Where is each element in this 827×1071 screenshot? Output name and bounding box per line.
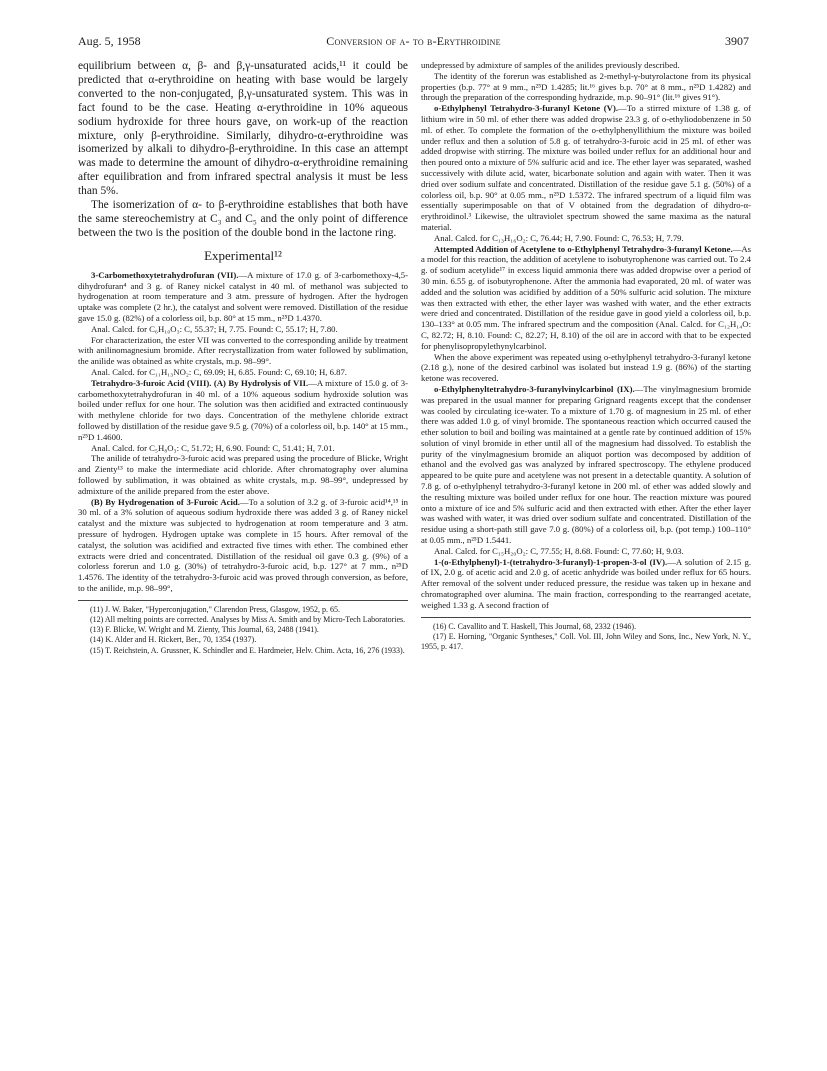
procedure-vii-text: —A mixture of 17.0 g. of 3-carbomethoxy-4,5-dihydrofuran⁴ and 3 g. of Raney nickel catalyst in 40 ml. of methanol was subjected to hydrogenation at room temperature and 3 atm. pressure of hydrogen. After the hydrogen uptake was complete (2 hr.), the catalyst and solvent were removed. Distillation of the residue gave 15.0 g. (82%) of a colorless oil, b.p. 80° at 15 mm., n²⁵D 1.4370. bbox=[78, 269, 409, 323]
procedure-viii-a bbox=[78, 378, 408, 443]
page-number: 3907 bbox=[725, 34, 749, 48]
procedure-ix bbox=[421, 384, 751, 546]
forerun-paragraph: The identity of the forerun was established as 2-methyl-γ-butyrolactone from its physical properties (b.p. 77° at 9 mm., n²⁵D 1.4285; lit.¹⁶ gives b.p. 70° at 8 mm., n²⁵D 1.4282) and through the preparation of the corresponding hydrazide, m.p. 90–91° (lit.¹⁶ gives 91°). bbox=[421, 70, 751, 103]
footnote-divider-right bbox=[421, 617, 751, 618]
procedure-ix-text: —The vinylmagnesium bromide was prepared in the usual manner for preparing Grignard reagents except that the condenser was cooled by circulating ice-water. To a mixture of 1.70 g. of magnesium in 25 ml. of ether there was added 1.0 g. of vinyl bromide. The spontaneous reaction which occurred caused the ether solution to boil and boiling was maintained at a gentle rate by continued addition of 15% solution of vinyl bromide in ether until all of the magnesium had dissolved. To establish the purity of the vinylmagnesium bromide an aliquot portion was decomposed by addition of ethanol and the evolved gas was analyzed by infrared spectroscopy. The ethylene produced appeared to be quite pure and acetylene was not present in a detectable quantity. A solution of 7.8 g. of o-ethylphenyl tetrahydro-3-furanyl ketone in 200 ml. of ether was added slowly and the resulting mixture was boiled under reflux for one hour. The reaction mixture was poured onto a mixture of ice and 5% sulfuric acid and then extracted with ether. After the ether layer was washed with water, it was dried over sodium sulfate and concentrated. Distillation of the residue using a short-path still gave 7.0 g. (80%) of a colorless oil, b.p. (pot temp.) 100–110° at 0.05 mm., n²⁵D 1.5441. bbox=[421, 383, 751, 546]
analysis-v: Anal. Calcd. for C₁₃H₁₆O₂: C, 76.44; H, 7.90. Found: C, 76.53; H, 7.79. bbox=[434, 232, 684, 243]
experimental-heading: Experimental¹² bbox=[204, 247, 282, 263]
procedure-viii-text: —A mixture of 15.0 g. of 3-carbomethoxytetrahydrofuran in 40 ml. of a 10% aqueous sodium hydroxide solution was boiled under reflux for one hour. The solution was then acidified and extracted continuously with methylene chloride for two days. Concentration of the methylene chloride extract followed by distillation of the residue gave 9.5 g. (70%) of a colorless oil, b.p. 140° at 15 mm., n²⁵D 1.4600. bbox=[78, 377, 408, 442]
procedure-v-title: o-Ethylphenyl Tetrahydro-3-furanyl Ketone (V). bbox=[434, 103, 619, 114]
analysis-vii: Anal. Calcd. for C₆H₁₀O₃: C, 55.37; H, 7.75. Found: C, 55.17; H, 7.80. bbox=[91, 323, 338, 334]
footnote-12: (12) All melting points are corrected. Analyses by Miss A. Smith and by Micro-Tech Laboratories. bbox=[90, 614, 406, 624]
characterization-paragraph: For characterization, the ester VII was converted to the corresponding anilide by treatment with anilinomagnesium bromide. After recrystallization from water followed by sublimation, the anilide was obtained as white crystals, m.p. 98–99°. bbox=[78, 334, 408, 367]
procedure-v bbox=[421, 103, 751, 233]
intro-paragraph-1: equilibrium between α, β- and β,γ-unsaturated acids,¹¹ it could be predicted that α-erythroidine on heating with base would be largely converted to the non-conjugated, β,γ-unsaturated system. This was in fact found to be the case. Heating α-erythroidine in 10% aqueous sodium hydroxide for three hours gave, on work-up of the reaction mixture, only β-erythroidine. Similarly, dihydro-α-erythroidine was isomerized by alkali to dihydro-β-erythroidine. In this case an attempt was made to determine the amount of dihydro-α-erythroidine remaining after equilibration and from infrared spectral analysis it must be less than 5%. bbox=[78, 60, 408, 198]
procedure-viii-b bbox=[78, 497, 408, 594]
procedure-iv-title: 1-(o-Ethylphenyl)-1-(tetrahydro-3-furanyl)-1-propen-3-ol (IV). bbox=[434, 556, 668, 567]
footnote-15: (15) T. Reichstein, A. Grussner, K. Schindler and E. Hardmeier, Helv. Chim. Acta, 16, 276 (1933). bbox=[90, 645, 405, 655]
procedure-vii-title: 3-Carbomethoxytetrahydrofuran (VII). bbox=[91, 269, 239, 280]
continuation-text: undepressed by admixture of samples of the anilides previously described. bbox=[421, 60, 680, 70]
procedure-vii bbox=[78, 270, 408, 324]
footnote-16: (16) C. Cavallito and T. Haskell, This Journal, 68, 2332 (1946). bbox=[433, 621, 637, 631]
procedure-b-text: —To a solution of 3.2 g. of 3-furoic acid¹⁴,¹⁵ in 30 ml. of a 3% solution of aqueous sodium hydroxide there was added 3 g. of Raney nickel catalyst and the mixture was subjected to hydrogenation at room temperature and 3 atm. pressure of hydrogen. Hydrogen uptake was complete in 15 hours. After removal of the catalyst, the solution was acidified and extracted five times with ether. The combined ether extracts were dried and concentrated. Distillation of the residual oil gave 0.3 g. (9%) of a colorless forerun and 1.0 g. (30%) of tetrahydro-3-furoic acid, b.p. 127° at 7 mm., n²⁵D 1.4576. The identity of the tetrahydro-3-furoic acid was proved through conversion, as before, to the anilide, m.p. 98–99°, bbox=[78, 496, 408, 593]
procedure-iv bbox=[421, 557, 751, 611]
procedure-viii-title: Tetrahydro-3-furoic Acid (VIII). (A) By Hydrolysis of VII. bbox=[91, 377, 309, 388]
analysis-anilide: Anal. Calcd. for C₁₁H₁₃NO₂: C, 69.09; H, 6.85. Found: C, 69.10; H, 6.87. bbox=[91, 366, 347, 377]
procedure-b-title: (B) By Hydrogenation of 3-Furoic Acid. bbox=[91, 496, 240, 507]
left-column bbox=[78, 60, 408, 656]
procedure-ix-title: o-Ethylphenyltetrahydro-3-furanylvinylcarbinol (IX). bbox=[434, 383, 635, 394]
header-title: Conversion of α- to β-Erythroidine bbox=[326, 34, 501, 48]
footnote-17: (17) E. Horning, "Organic Syntheses," Coll. Vol. III, John Wiley and Sons, Inc., New York, N. Y., 1955, p. 417. bbox=[421, 631, 751, 652]
running-header bbox=[78, 34, 749, 50]
footnote-11: (11) J. W. Baker, "Hyperconjugation," Clarendon Press, Glasgow, 1952, p. 65. bbox=[90, 604, 341, 614]
header-date: Aug. 5, 1958 bbox=[78, 34, 141, 48]
analysis-viii: Anal. Calcd. for C₅H₈O₃: C, 51.72; H, 6.90. Found: C, 51.41; H, 7.01. bbox=[91, 442, 335, 453]
procedure-v-text: —To a stirred mixture of 1.38 g. of lithium wire in 50 ml. of ether there was added dropwise 23.3 g. of o-ethyliodobenzene in 50 ml. of ether. To complete the formation of the o-ethylphenyllithium the mixture was boiled under reflux and then a solution of 5.8 g. of tetrahydro-3-furoic acid in 25 ml. of ether was added dropwise with stirring. The mixture was boiled under reflux for an additional hour and then poured onto a mixture of 5% sulfuric acid and ice. The ether layer was separated, washed successively with dilute acid, water, bicarbonate solution and again with water. Then it was dried over sodium sulfate and concentrated. Distillation of the residue gave 5.1 g. (50%) of a colorless oil, b.p. 90° at 0.05 mm., n²⁵D 1.5372. The infrared spectrum of a liquid film was essentially superimposable on that of V obtained from the degradation of dihydro-α-erythroidinol.³ Likewise, the ultraviolet spectrum showed the same maxima as the natural material. bbox=[421, 103, 751, 232]
repeat-paragraph: When the above experiment was repeated using o-ethylphenyl tetrahydro-3-furanyl ketone (2.18 g.), none of the desired carbinol was isolated but instead 1.9 g. (86%) of the starting ketone was recovered. bbox=[421, 351, 751, 384]
intro-paragraph-2: The isomerization of α- to β-erythroidine establishes that both have the same stereochemistry at C₃ and C₅ and the only point of difference between the two is the position of the double bond in the lactone ring. bbox=[78, 199, 408, 239]
analysis-ix: Anal. Calcd. for C₁₅H₂₀O₂: C, 77.55; H, 8.68. Found: C, 77.60; H, 9.03. bbox=[434, 545, 684, 556]
procedure-acetylene bbox=[421, 244, 751, 352]
footnote-divider bbox=[78, 600, 408, 601]
procedure-iv-text: —A solution of 2.15 g. of IX, 2.0 g. of acetic acid and 2.0 g. of acetic anhydride was boiled under reflux for 65 hours. After removal of the solvent under reduced pressure, the residue was taken up in hexane and chromatographed over alumina. The main fraction, corresponding to the rearranged acetate, weighed 1.33 g. A second fraction of bbox=[421, 556, 752, 610]
procedure-acetylene-title: Attempted Addition of Acetylene to o-Ethylphenyl Tetrahydro-3-furanyl Ketone. bbox=[434, 243, 733, 254]
footnote-13: (13) F. Blicke, W. Wright and M. Zienty, This Journal, 63, 2488 (1941). bbox=[90, 625, 319, 635]
right-column bbox=[421, 60, 751, 652]
footnote-14: (14) K. Alder and H. Rickert, Ber., 70, 1354 (1937). bbox=[90, 635, 257, 645]
anilide-paragraph: The anilide of tetrahydro-3-furoic acid was prepared using the procedure of Blicke, Wright and Zienty¹³ to make the intermediate acid chloride. After chromatography over alumina followed by sublimation, it was obtained as white crystals, m.p. 98–99°, undepressed by admixture of the anilide prepared from the ester above. bbox=[78, 453, 408, 496]
procedure-acetylene-text: —As a model for this reaction, the addition of acetylene to isobutyrophenone was carried out. To 2.4 g. of sodium acetylide¹⁷ in excess liquid ammonia there was added dropwise over a period of 30 min. 6.55 g. of isobutyrophenone. After the ammonia had evaporated, 20 ml. of water was added and the solution was acidified by addition of a 50% sulfuric acid solution. The mixture was then extracted with ether, the ether layer was washed with water, and the ether extracts were dried and concentrated. Distillation of the residue gave in good yield a colorless oil, b.p. 130–133° at 0.05 mm. The infrared spectrum and the composition (Anal. Calcd. for C₁₂H₁₄O: C, 82.72; H, 8.10. Found: C, 82.27; H, 8.10) of the oil are in accord with that to be expected for phenylisopropylethynylcarbinol. bbox=[421, 243, 751, 351]
